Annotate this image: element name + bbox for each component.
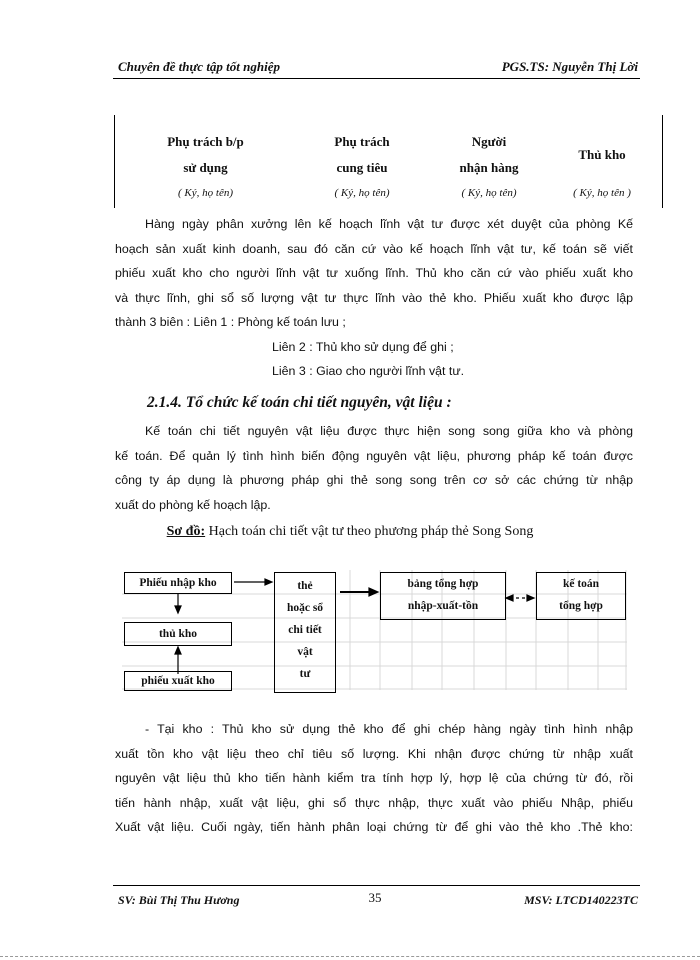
header-rule xyxy=(113,78,640,79)
text-line: hoặc sổ xyxy=(286,602,324,614)
text-line: kế toán xyxy=(562,578,600,590)
text-line: bảng tổng hợp xyxy=(407,578,479,590)
signature-title: Người xyxy=(471,134,507,149)
body-paragraph-1 xyxy=(115,212,633,384)
text-line: xuất do phòng kế hoạch lập. xyxy=(115,497,271,512)
text-line: thẻ xyxy=(297,580,313,592)
text-line: hoạch sản xuất kinh doanh, sau đó căn cứ vào kế hoạch lĩnh vật tư, kế toán sẽ viết xyxy=(115,241,633,256)
header-left: Chuyên đề thực tập tốt nghiệp xyxy=(118,59,280,74)
text-line: chi tiết xyxy=(288,624,322,636)
text-line: phiếu xuất kho cho người lĩnh vật tư xuống lĩnh. Thủ kho căn cứ vào phiếu xuất kho xyxy=(115,266,633,280)
phieu-xuat-kho-box: phiếu xuất kho xyxy=(124,671,232,691)
caption-label: Sơ đồ: xyxy=(166,524,206,539)
signature-note: ( Ký, họ tên) xyxy=(334,187,390,199)
text-line: tổng hợp xyxy=(559,600,603,612)
text-line: Hàng ngày phân xưởng lên kế hoạch lĩnh vật tư được xét duyệt của phòng Kế xyxy=(145,217,633,231)
signature-note: ( Ký, họ tên ) xyxy=(573,187,631,199)
signature-subtitle: sử dụng xyxy=(183,160,228,175)
signature-note: ( Ký, họ tên) xyxy=(461,187,517,199)
bang-tong-hop-box xyxy=(380,572,506,620)
signature-note: ( Ký, họ tên) xyxy=(178,187,233,199)
footer-rule xyxy=(113,885,640,886)
sig-right-border xyxy=(662,115,663,208)
phieu-nhap-kho-box: Phiếu nhập kho xyxy=(124,572,232,594)
signature-4 xyxy=(553,129,651,199)
footer-right: MSV: LTCD140223TC xyxy=(524,893,638,907)
thu-kho-box: thủ kho xyxy=(124,622,232,646)
text-line: và thực lĩnh, ghi sổ số lượng vật tư thực lĩnh vào thẻ kho. Phiếu xuất kho được lập xyxy=(115,290,633,305)
the-kho-box xyxy=(274,572,336,693)
signature-title: Phụ trách xyxy=(334,134,390,149)
diagram-caption xyxy=(0,524,700,540)
text-line: tư xyxy=(299,668,311,680)
text-line: nguyên vật liệu thủ kho tiến hành kiểm tra tính hợp lý, hợp lệ của chứng từ đó, rồi xyxy=(115,771,633,785)
body-paragraph-2 xyxy=(115,419,633,517)
text-line: kế toán. Để quản lý tình hình biến động nguyên vật liệu, phương pháp kế toán được xyxy=(115,448,633,463)
sig-left-border xyxy=(114,115,115,208)
text-line: vật xyxy=(297,646,313,658)
page-number: 35 xyxy=(368,890,382,905)
signature-title: Phụ trách b/p xyxy=(167,134,244,149)
page-break xyxy=(0,956,700,957)
text-line: Liên 2 : Thủ kho sử dụng để ghi ; xyxy=(272,339,454,354)
text-line: Kế toán chi tiết nguyên vật liệu được thực hiện song song giữa kho và phòng xyxy=(145,424,633,438)
footer-left: SV: Bùi Thị Thu Hương xyxy=(118,893,240,907)
text-line: công ty áp dụng là phương pháp ghi thẻ song song trên cơ sở các chứng từ nhập xyxy=(115,473,633,487)
text-line: nhập-xuất-tồn xyxy=(407,600,479,612)
section-title: 2.1.4. Tổ chức kế toán chi tiết nguyên, vật liệu : xyxy=(147,394,452,411)
signature-2 xyxy=(303,129,421,199)
signature-title: Thủ kho xyxy=(578,147,626,162)
signature-1 xyxy=(143,129,268,199)
signature-3 xyxy=(430,129,548,199)
signature-subtitle: nhận hàng xyxy=(459,160,519,175)
diagram xyxy=(122,570,627,690)
body-paragraph-3 xyxy=(115,717,633,840)
text-line: - Tại kho : Thủ kho sử dụng thẻ kho để ghi chép hàng ngày tình hình nhập xyxy=(145,722,633,736)
ke-toan-tong-hop-box xyxy=(536,572,626,620)
text-line: Liên 3 : Giao cho người lĩnh vật tư. xyxy=(272,364,465,378)
header-right: PGS.TS: Nguyễn Thị Lời xyxy=(501,59,638,74)
caption-text: Hạch toán chi tiết vật tư theo phương pháp thẻ Song Song xyxy=(208,524,534,539)
text-line: tiến hành nhập, xuất vật liệu, ghi sổ thực nhập, thực xuất vào phiếu Nhập, phiếu xyxy=(115,795,633,810)
text-line: Xuất vật liệu. Cuối ngày, tiến hành phân loại chứng từ để ghi vào thẻ kho .Thẻ kho: xyxy=(115,820,633,834)
text-line: xuất tồn kho vật liệu theo chỉ tiêu số lượng. Khi nhận được chứng từ nhập xuất xyxy=(115,746,633,761)
signature-subtitle: cung tiêu xyxy=(336,160,388,175)
text-line: thành 3 biên : Liên 1 : Phòng kế toán lưu ; xyxy=(115,315,346,329)
